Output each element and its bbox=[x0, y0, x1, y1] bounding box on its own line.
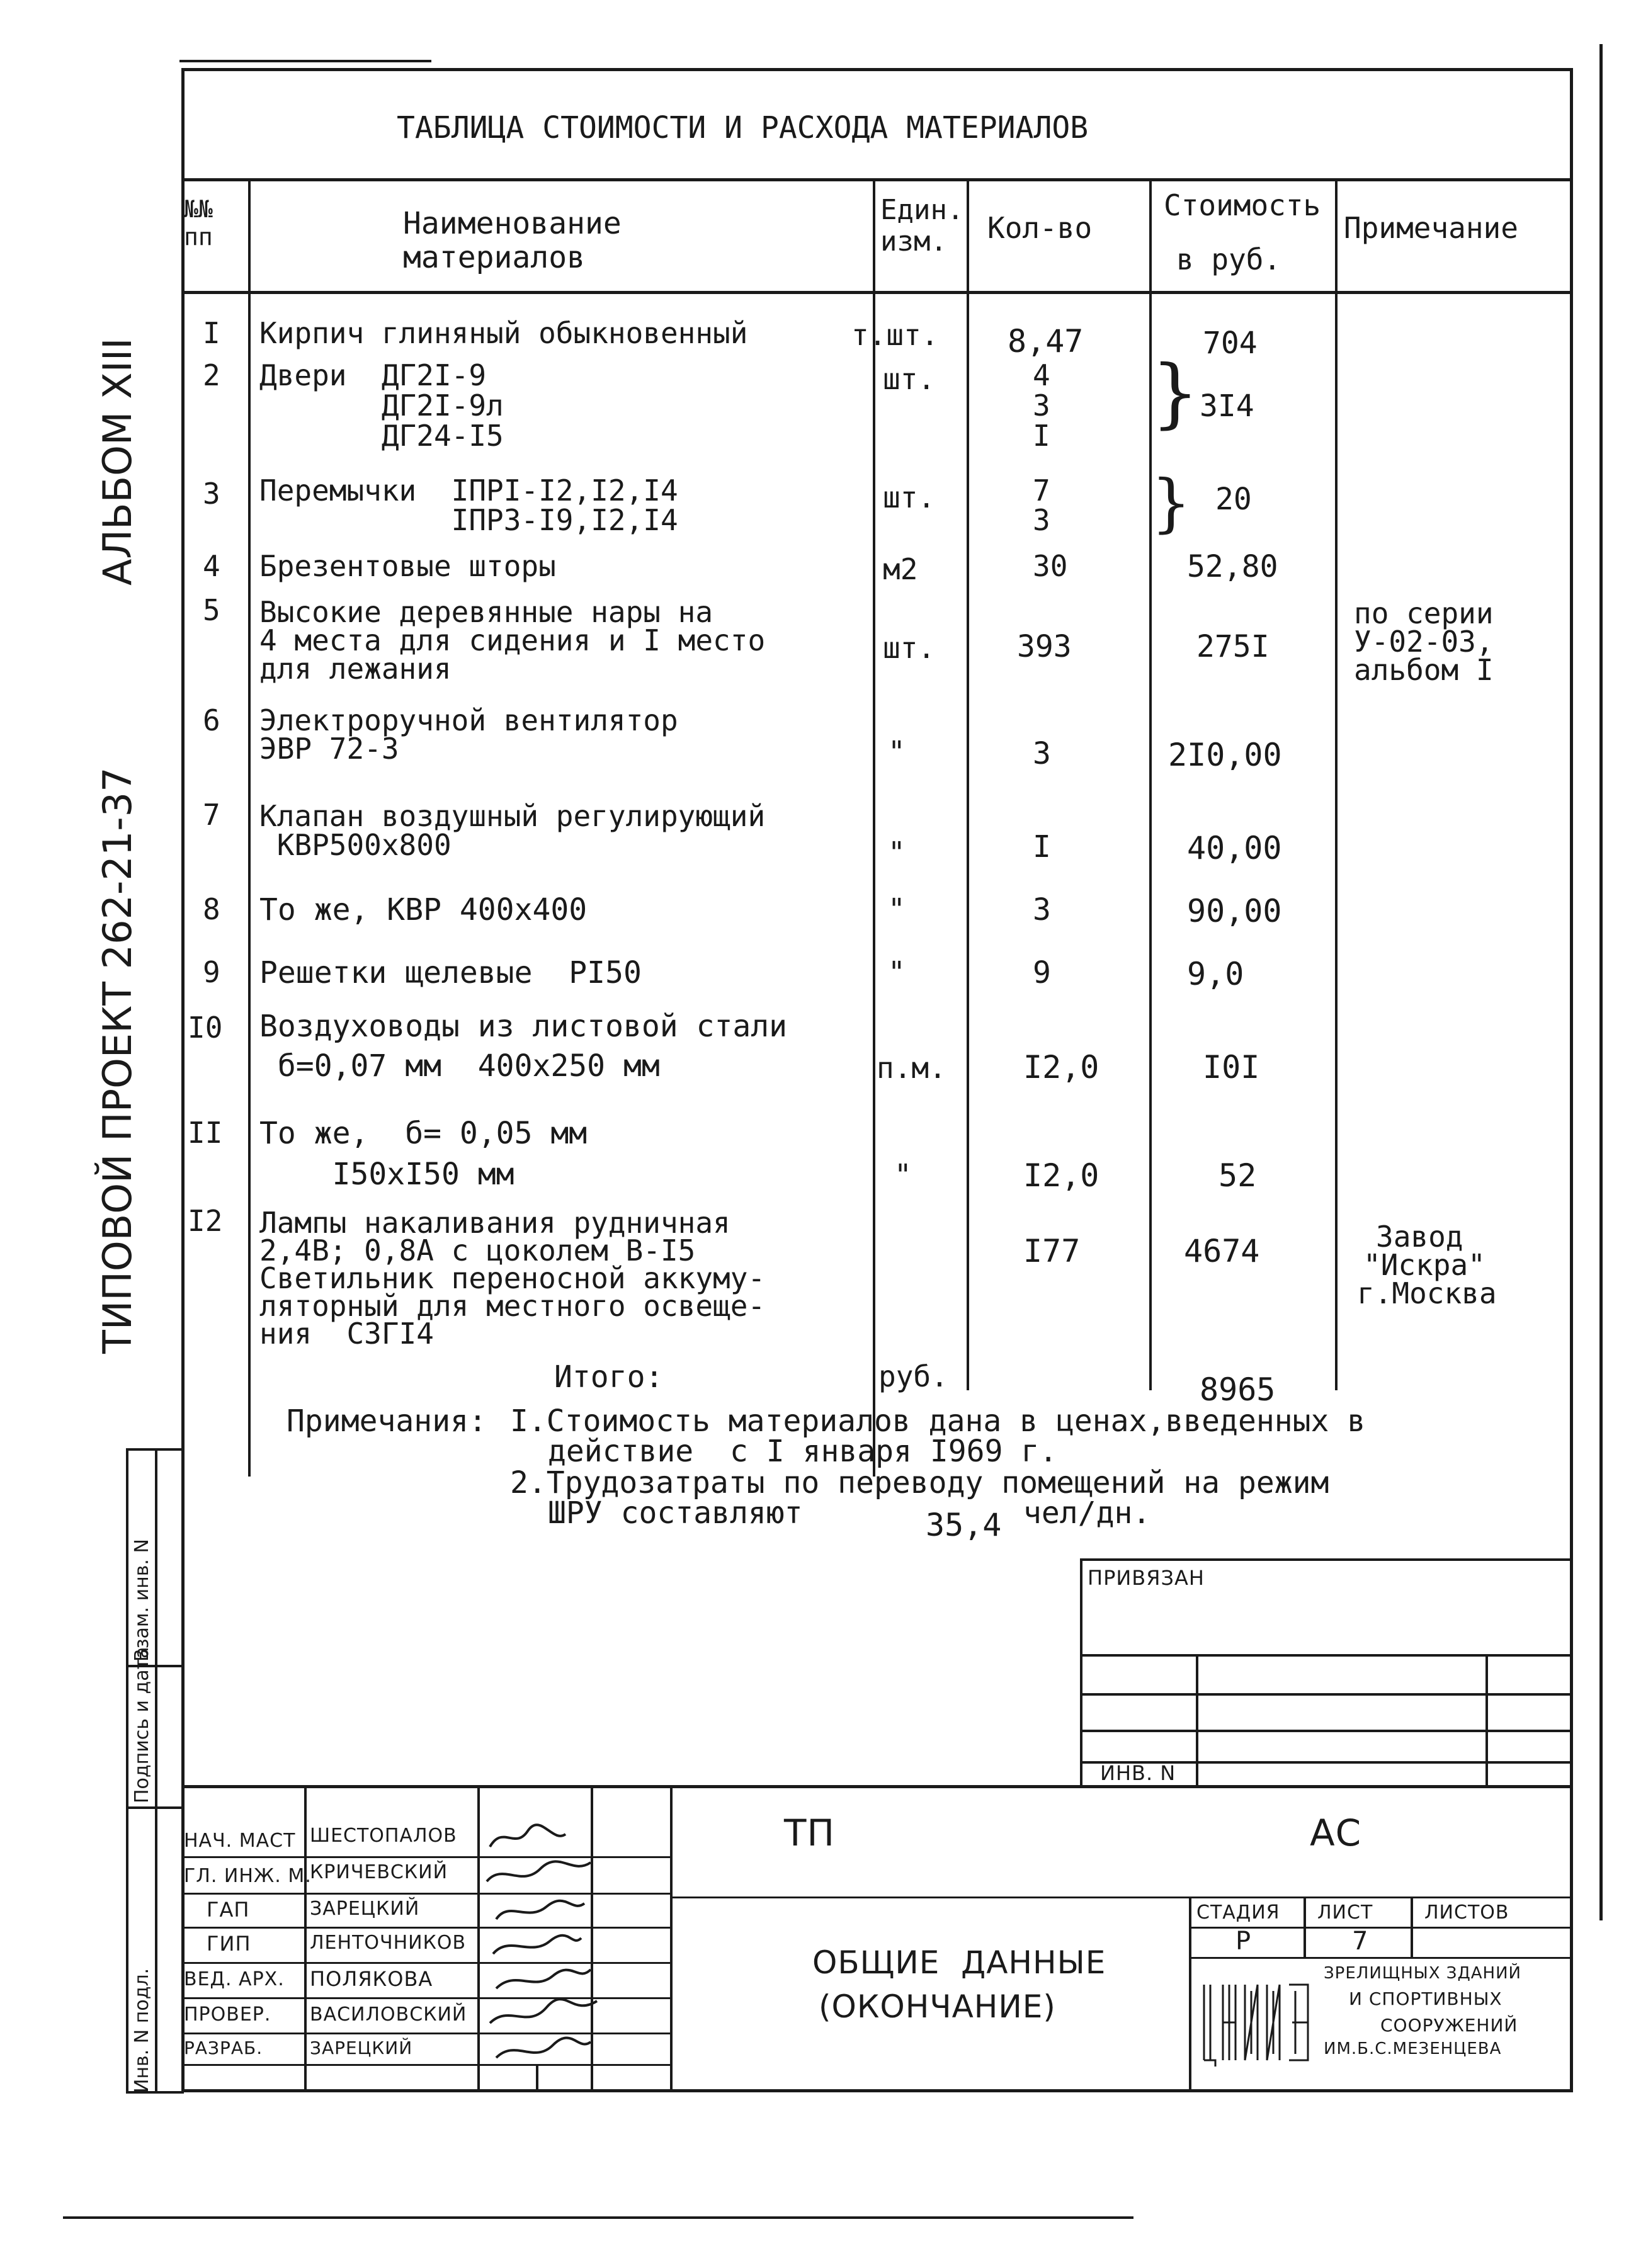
cniiep-logo-icon bbox=[1198, 1972, 1317, 2067]
row-12-note-1: Завод bbox=[1376, 1220, 1463, 1254]
row-11-num: II bbox=[188, 1116, 223, 1150]
row-7-name-1: Клапан воздушный регулирующий bbox=[259, 799, 766, 833]
staff-block bbox=[181, 1787, 673, 2092]
row-7-name-2: КВР500х800 bbox=[259, 828, 452, 862]
row-4-qty: 30 bbox=[1033, 549, 1068, 583]
row-2-brace: } bbox=[1151, 349, 1200, 437]
row-10-cost: I0I bbox=[1203, 1049, 1260, 1086]
row-2-name-3: ДГ24-I5 bbox=[259, 419, 504, 453]
row-5-unit: шт. bbox=[883, 631, 936, 665]
note-1-line-1: I.Стоимость материалов дана в ценах,введенных в bbox=[510, 1403, 1366, 1439]
staff-7-role: РАЗРАБ. bbox=[184, 2038, 263, 2058]
org-line-3: СООРУЖЕНИЙ bbox=[1380, 2015, 1518, 2036]
row-2-name-2: ДГ2I-9л bbox=[259, 388, 504, 422]
left-stamp bbox=[126, 1448, 184, 2094]
row-8-cost: 90,00 bbox=[1187, 893, 1282, 929]
total-unit: руб. bbox=[878, 1359, 948, 1393]
header-name-2: материалов bbox=[403, 240, 585, 275]
row-7-qty: I bbox=[1033, 829, 1051, 865]
header-note: Примечание bbox=[1344, 211, 1518, 245]
row-3-name-1: Перемычки IПРI-I2,I2,I4 bbox=[259, 473, 678, 507]
staff-3-role: ГАП bbox=[207, 1898, 250, 1922]
row-7-unit: " bbox=[888, 836, 906, 870]
row-1-name: Кирпич глиняный обыкновенный bbox=[259, 316, 748, 350]
row-11-cost: 52 bbox=[1218, 1157, 1257, 1194]
header-num-1: №№ bbox=[184, 195, 213, 223]
note-2-line-1: 2.Трудозатраты по переводу помещений на режим bbox=[510, 1465, 1329, 1500]
row-12-qty: I77 bbox=[1023, 1233, 1081, 1269]
right-edge-mark bbox=[1599, 44, 1603, 1920]
row-2-cost: 3I4 bbox=[1200, 388, 1254, 424]
stage-value: Р bbox=[1236, 1927, 1252, 1956]
project-label: ТИПОВОЙ ПРОЕКТ 262-21-37 bbox=[94, 767, 140, 1354]
row-3-num: 3 bbox=[203, 477, 220, 511]
top-edge-mark bbox=[179, 60, 431, 62]
note-2-unit: чел/дн. bbox=[1023, 1495, 1151, 1531]
sheet-value: 7 bbox=[1352, 1927, 1369, 1956]
row-12-num: I2 bbox=[188, 1204, 223, 1238]
row-4-cost: 52,80 bbox=[1187, 549, 1278, 584]
row-12-note-2: "Искра" bbox=[1363, 1248, 1485, 1282]
header-cost-2: в руб. bbox=[1176, 242, 1281, 276]
row-6-num: 6 bbox=[203, 703, 220, 737]
row-5-name-1: Высокие деревянные нары на bbox=[259, 595, 713, 629]
row-7-cost: 40,00 bbox=[1187, 830, 1282, 866]
row-2-qty-3: I bbox=[1033, 419, 1050, 453]
header-unit-2: изм. bbox=[880, 225, 947, 258]
podpis-label: Подпись и дата bbox=[131, 1647, 153, 1803]
row-6-name-2: ЭВР 72-3 bbox=[259, 732, 399, 766]
row-6-qty: 3 bbox=[1033, 736, 1051, 771]
header-unit-1: Един. bbox=[880, 194, 964, 226]
org-line-2: И СПОРТИВНЫХ bbox=[1349, 1988, 1503, 2009]
row-2-qty-2: 3 bbox=[1033, 388, 1050, 422]
row-9-cost: 9,0 bbox=[1187, 956, 1244, 992]
note-1-line-2: действие с I января I969 г. bbox=[548, 1434, 1058, 1469]
row-10-num: I0 bbox=[188, 1011, 223, 1045]
row-10-qty: I2,0 bbox=[1023, 1049, 1099, 1086]
sheet-title-1: ОБЩИЕ ДАННЫЕ bbox=[812, 1944, 1106, 1981]
row-12-name-3: Светильник переносной аккуму- bbox=[259, 1261, 766, 1295]
row-3-qty-1: 7 bbox=[1033, 473, 1050, 507]
row-2-qty-1: 4 bbox=[1033, 358, 1050, 392]
row-3-brace: } bbox=[1151, 466, 1191, 540]
row-2-unit: шт. bbox=[883, 362, 936, 396]
total-label: Итого: bbox=[554, 1359, 664, 1395]
row-11-name-2: I50хI50 мм bbox=[259, 1157, 514, 1192]
row-5-note-2: У-02-03, bbox=[1354, 625, 1494, 659]
staff-5-role: ВЕД. АРХ. bbox=[184, 1968, 285, 1990]
org-logo bbox=[1198, 1972, 1317, 2067]
row-8-unit: " bbox=[888, 892, 906, 926]
row-12-name-1: Лампы накаливания рудничная bbox=[259, 1206, 730, 1240]
staff-6-role: ПРОВЕР. bbox=[184, 2004, 271, 2026]
row-12-name-5: ния СЗГI4 bbox=[259, 1317, 434, 1351]
stage-block bbox=[1189, 1897, 1573, 2092]
staff-4-role: ГИП bbox=[207, 1932, 251, 1956]
row-3-cost: 20 bbox=[1215, 482, 1252, 517]
inv-podl-label: Инв. N подл. bbox=[131, 1968, 153, 2093]
row-5-name-2: 4 места для сидения и I место bbox=[259, 623, 766, 657]
tp-label: ТП bbox=[784, 1812, 836, 1854]
staff-3-name: ЗАРЕЦКИЙ bbox=[310, 1898, 420, 1920]
staff-2-name: КРИЧЕВСКИЙ bbox=[310, 1861, 448, 1883]
row-2-num: 2 bbox=[203, 358, 220, 392]
row-5-num: 5 bbox=[203, 593, 220, 627]
total-value: 8965 bbox=[1200, 1371, 1276, 1408]
row-6-unit: " bbox=[888, 735, 906, 769]
row-10-name-1: Воздуховоды из листовой стали bbox=[259, 1009, 788, 1044]
header-num-2: пп bbox=[184, 223, 213, 251]
row-10-name-2: б=0,07 мм 400х250 мм bbox=[259, 1048, 660, 1084]
row-1-num: I bbox=[203, 316, 220, 350]
row-3-name-2: IПР3-I9,I2,I4 bbox=[259, 503, 678, 537]
staff-5-name: ПОЛЯКОВА bbox=[310, 1967, 433, 1991]
row-8-qty: 3 bbox=[1033, 892, 1051, 927]
sheet-header: ЛИСТ bbox=[1317, 1902, 1373, 1924]
notes-label: Примечания: bbox=[287, 1403, 487, 1439]
row-4-unit: м2 bbox=[883, 552, 918, 586]
code-label: АС bbox=[1310, 1812, 1362, 1854]
row-12-cost: 4674 bbox=[1184, 1233, 1260, 1269]
header-cost-1: Стоимость bbox=[1164, 188, 1321, 222]
row-5-qty: 393 bbox=[1017, 629, 1072, 664]
row-3-qty-2: 3 bbox=[1033, 503, 1050, 537]
row-12-name-2: 2,4В; 0,8А с цоколем В-I5 bbox=[259, 1233, 696, 1267]
row-10-unit: п.м. bbox=[877, 1051, 946, 1085]
sheet-title-2: (ОКОНЧАНИЕ) bbox=[819, 1988, 1056, 2025]
row-5-name-3: для лежания bbox=[259, 652, 452, 686]
row-12-name-4: ляторный для местного освеще- bbox=[259, 1289, 766, 1323]
inv-label: ИНВ. N bbox=[1100, 1761, 1176, 1785]
row-2-name-1: Двери ДГ2I-9 bbox=[259, 358, 487, 392]
row-8-num: 8 bbox=[203, 892, 220, 926]
row-7-num: 7 bbox=[203, 798, 220, 832]
row-9-unit: " bbox=[888, 955, 906, 989]
org-line-1: ЗРЕЛИЩНЫХ ЗДАНИЙ bbox=[1324, 1964, 1521, 1983]
note-2-value: 35,4 bbox=[926, 1507, 1002, 1543]
row-5-note-3: альбом I bbox=[1354, 653, 1494, 687]
staff-2-role: ГЛ. ИНЖ. М. bbox=[184, 1865, 312, 1887]
row-8-name: То же, КВР 400х400 bbox=[259, 892, 588, 927]
row-11-qty: I2,0 bbox=[1023, 1157, 1099, 1194]
row-9-num: 9 bbox=[203, 955, 220, 989]
stage-header: СТАДИЯ bbox=[1196, 1902, 1280, 1924]
row-1-qty: 8,47 bbox=[1008, 323, 1084, 360]
vzam-label: Взам. инв. N bbox=[131, 1539, 153, 1662]
row-3-unit: шт. bbox=[883, 480, 936, 514]
row-4-num: 4 bbox=[203, 549, 220, 583]
staff-4-name: ЛЕНТОЧНИКОВ bbox=[310, 1932, 467, 1954]
row-4-name: Брезентовые шторы bbox=[259, 549, 556, 583]
staff-1-name: ШЕСТОПАЛОВ bbox=[310, 1825, 457, 1847]
table-title: ТАБЛИЦА СТОИМОСТИ И РАСХОДА МАТЕРИАЛОВ bbox=[397, 110, 1089, 145]
privyazan-label: ПРИВЯЗАН bbox=[1088, 1566, 1205, 1590]
staff-7-name: ЗАРЕЦКИЙ bbox=[310, 2038, 413, 2058]
staff-6-name: ВАСИЛОВСКИЙ bbox=[310, 2004, 467, 2026]
binding-stamp bbox=[1080, 1558, 1573, 1785]
album-label: АЛЬБОМ XIII bbox=[94, 337, 140, 586]
row-5-note-1: по серии bbox=[1354, 596, 1494, 630]
header-qty: Кол-во bbox=[987, 211, 1093, 245]
sheets-header: ЛИСТОВ bbox=[1424, 1902, 1509, 1924]
signature-scribbles bbox=[477, 1787, 603, 2092]
note-2-line-2: ШРУ составляют bbox=[548, 1495, 803, 1531]
row-1-cost: 704 bbox=[1203, 326, 1258, 361]
row-9-qty: 9 bbox=[1033, 955, 1051, 990]
bottom-edge-mark bbox=[63, 2216, 1133, 2219]
row-6-name-1: Электроручной вентилятор bbox=[259, 703, 678, 737]
org-line-4: ИМ.Б.С.МЕЗЕНЦЕВА bbox=[1324, 2039, 1502, 2058]
row-5-cost: 275I bbox=[1196, 629, 1270, 664]
row-11-unit: " bbox=[894, 1158, 912, 1192]
row-1-unit: т.шт. bbox=[851, 318, 939, 352]
header-name-1: Наименование bbox=[403, 206, 622, 241]
row-6-cost: 2I0,00 bbox=[1168, 737, 1282, 773]
row-12-note-3: г.Москва bbox=[1357, 1276, 1497, 1310]
staff-1-role: НАЧ. МАСТ bbox=[184, 1830, 296, 1852]
row-9-name: Решетки щелевые РI50 bbox=[259, 955, 642, 990]
row-11-name-1: То же, б= 0,05 мм bbox=[259, 1116, 588, 1151]
